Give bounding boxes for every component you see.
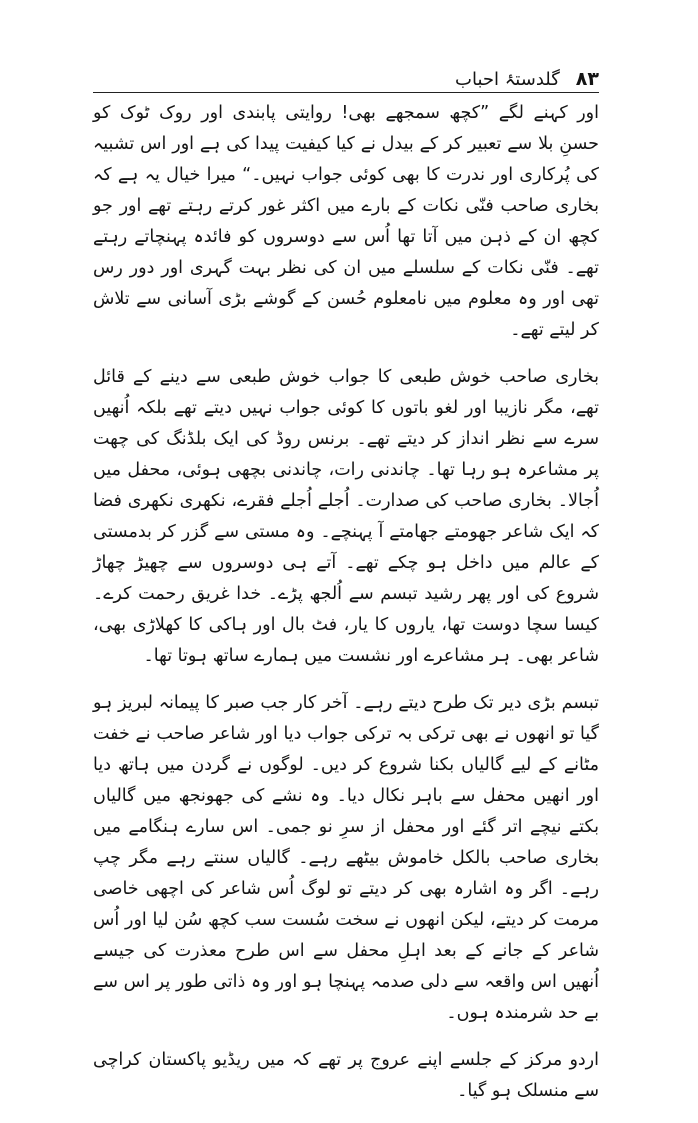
paragraph: اردو مرکز کے جلسے اپنے عروج پر تھے کہ میں ریڈیو پاکستان کراچی سے منسلک ہو گیا۔: [93, 1050, 599, 1101]
body-text: [93, 98, 599, 1123]
page-number: ۸۳: [575, 68, 599, 90]
paragraph: اور کہنے لگے ”کچھ سمجھے بھی! روایتی پابندی اور روک ٹوک کو حسنِ بلا سے تعبیر کر کے بیدل نے کیا کیفیت پیدا کی ہے اور اس تشبیہ کی پُرکاری اور ندرت کا بھی کوئی جواب نہیں۔“ میرا خیال یہ ہے کہ بخاری صاحب فنّی نکات کے بارے میں اکثر غور کرتے رہتے تھے اور جو کچھ ان کے ذہن میں آتا تھا اُس سے دوسروں کو فائدہ پہنچاتے رہتے تھے۔ فنّی نکات کے سلسلے میں ان کی نظر بہت گہری اور دور رس تھی اور وہ معلوم میں نامعلوم حُسن کے گوشے بڑی آسانی سے تلاش کر لیتے تھے۔: [93, 103, 599, 340]
running-title: گلدستۂ احباب: [455, 69, 560, 90]
paragraph: تبسم بڑی دیر تک طرح دیتے رہے۔ آخر کار جب صبر کا پیمانہ لبریز ہو گیا تو انھوں نے بھی ترکی بہ ترکی جواب دیا اور شاعر صاحب نے خفت مٹانے کے لیے گالیاں بکنا شروع کر دیں۔ لوگوں نے گردن میں ہاتھ دیا اور انھیں محفل سے باہر نکال دیا۔ وہ نشے کی جھونجھ میں گالیاں بکتے نیچے اتر گئے اور محفل از سرِ نو جمی۔ اس سارے ہنگامے میں بخاری صاحب بالکل خاموش بیٹھے رہے۔ گالیاں سنتے رہے مگر چپ رہے۔ اگر وہ اشارہ بھی کر دیتے تو لوگ اُس شاعر کی اچھی خاصی مرمت کر دیتے، لیکن انھوں نے سخت سُست سب کچھ سُن لیا اور اُس شاعر کے جانے کے بعد اہلِ محفل سے اس طرح معذرت کی جیسے اُنھیں اس واقعہ سے دلی صدمہ پہنچا ہو اور وہ ذاتی طور پر اس سے بے حد شرمندہ ہوں۔: [93, 693, 599, 1023]
page-header: [93, 56, 599, 90]
paragraph: بخاری صاحب خوش طبعی کا جواب خوش طبعی سے دینے کے قائل تھے، مگر نازیبا اور لغو باتوں کا کوئی جواب نہیں دیتے تھے بلکہ اُنھیں سرے سے نظر انداز کر دیتے تھے۔ برنس روڈ کی ایک بلڈنگ کی چھت پر مشاعرہ ہو رہا تھا۔ چاندنی رات، چاندنی بچھی ہوئی، محفل میں اُجالا۔ بخاری صاحب کی صدارت۔ اُجلے اُجلے فقرے، نکھری نکھری فضا کہ ایک شاعر جھومتے جھامتے آ پہنچے۔ وہ مستی سے گزر کر بدمستی کے عالم میں داخل ہو چکے تھے۔ آتے ہی دوسروں سے چھیڑ چھاڑ شروع کی اور پھر رشید تبسم سے اُلجھ پڑے۔ خدا غریق رحمت کرے۔ کیسا سچا دوست تھا، یاروں کا یار، فٹ بال اور ہاکی کا کھلاڑی بھی، شاعر بھی۔ ہر مشاعرے اور نشست میں ہمارے ساتھ ہوتا تھا۔: [93, 367, 599, 666]
header-divider: [93, 92, 599, 93]
